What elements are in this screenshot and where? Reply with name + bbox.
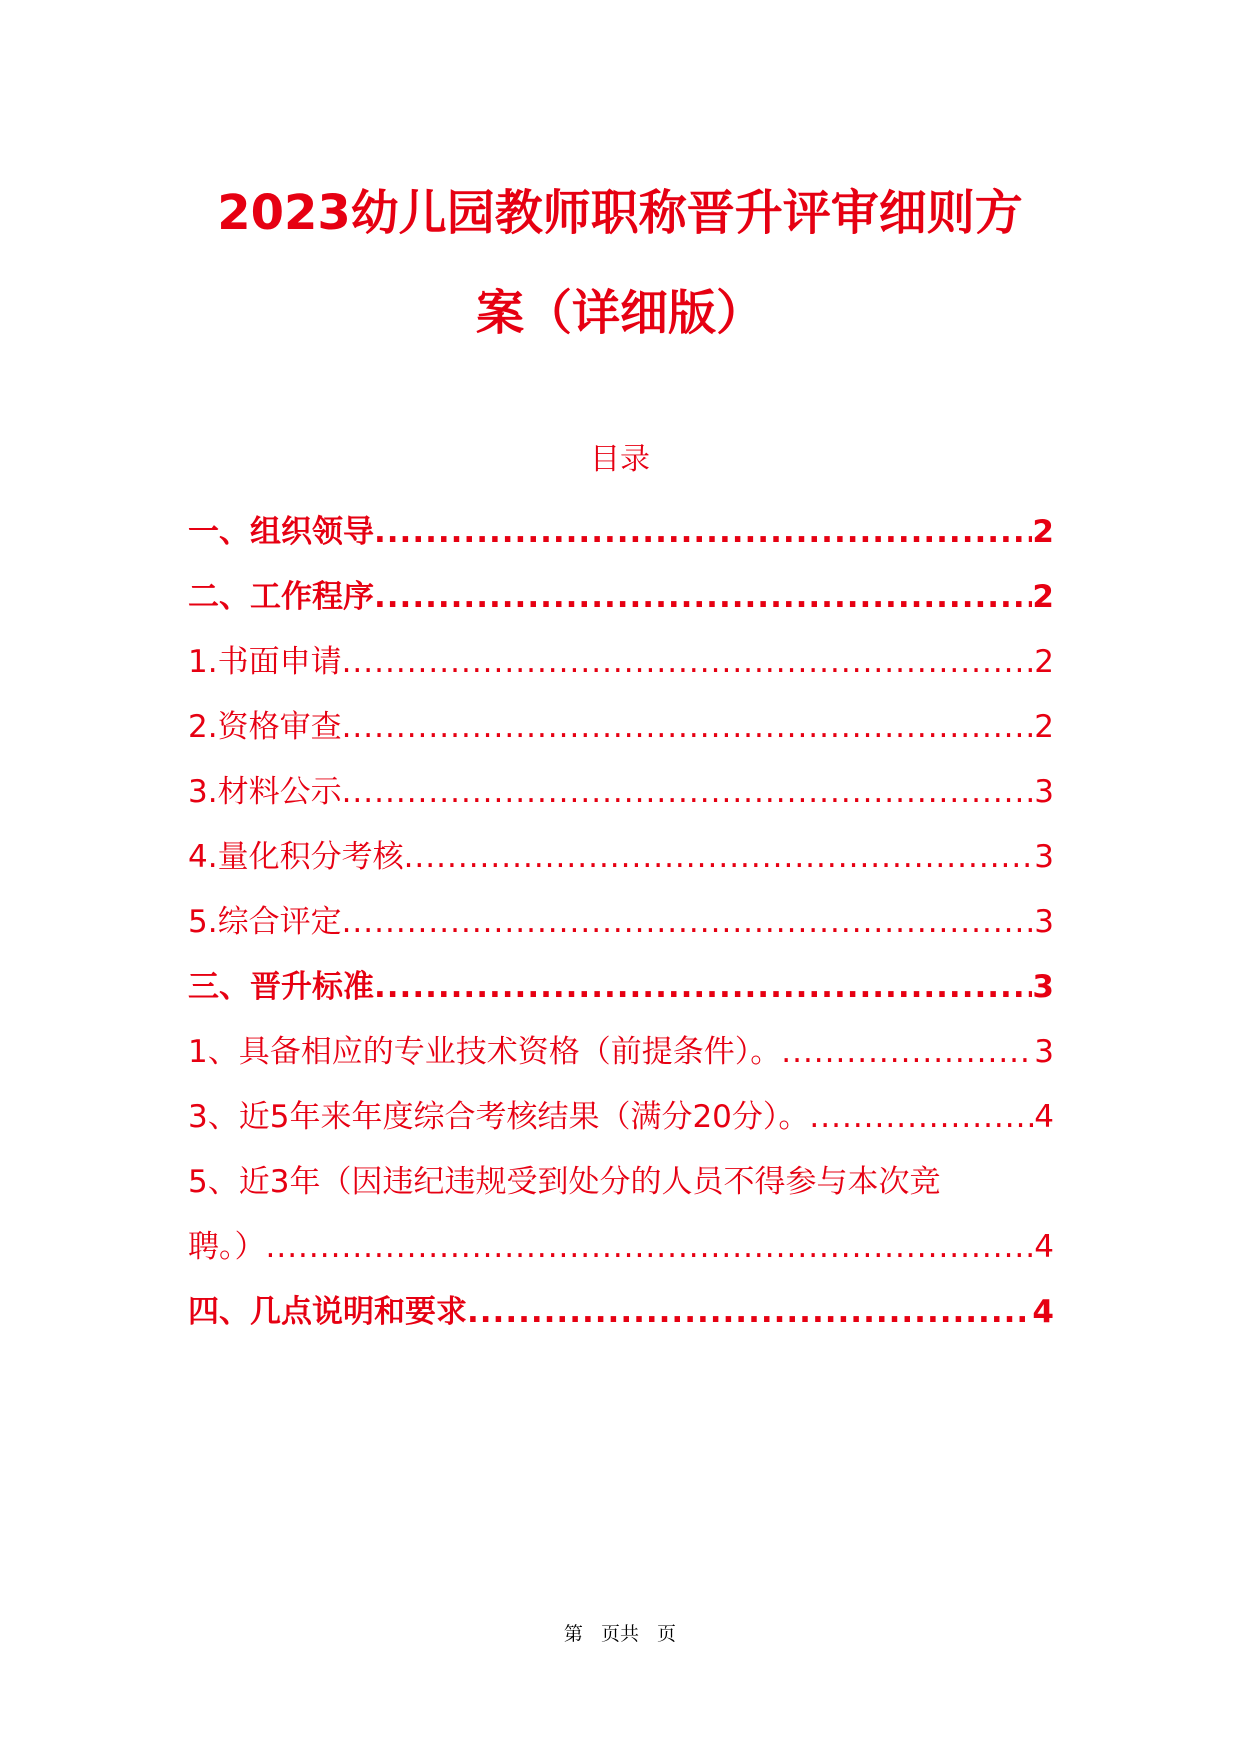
toc-dot-leader bbox=[342, 760, 1035, 825]
footer-page-suffix: 页 bbox=[657, 1623, 677, 1645]
toc-entry-label-line-1: 5、近3年（因违纪违规受到处分的人员不得参与本次竞 bbox=[188, 1164, 941, 1200]
footer-page-middle: 页共 bbox=[600, 1623, 639, 1645]
document-title-line-2: 案（详细版） bbox=[475, 285, 764, 341]
toc-entry-label: 1.书面申请 bbox=[188, 644, 342, 680]
page-footer bbox=[0, 1621, 1240, 1647]
toc-entry-label: 三、晋升标准 bbox=[188, 969, 374, 1005]
toc-entry-label: 四、几点说明和要求 bbox=[188, 1294, 467, 1330]
toc-page-number: 4 bbox=[1034, 1229, 1054, 1265]
toc-entry-label: 一、组织领导 bbox=[188, 514, 374, 550]
toc-entry-notes-and-requirements[interactable] bbox=[188, 1280, 1054, 1345]
toc-entry-professional-qualification[interactable] bbox=[188, 1020, 1054, 1085]
toc-entry-label: 5.综合评定 bbox=[188, 904, 342, 940]
table-of-contents bbox=[188, 500, 1054, 1345]
toc-entry-label: 3、近5年来年度综合考核结果（满分20分）。 bbox=[188, 1099, 810, 1135]
toc-dot-leader bbox=[342, 890, 1035, 955]
toc-dot-leader bbox=[809, 1085, 1034, 1150]
toc-entry-quantitative-assessment[interactable] bbox=[188, 825, 1054, 890]
toc-dot-leader bbox=[374, 565, 1032, 630]
toc-entry-comprehensive-evaluation[interactable] bbox=[188, 890, 1054, 955]
toc-entry-label: 3.材料公示 bbox=[188, 774, 342, 810]
document-title-line-1: 2023幼儿园教师职称晋升评审细则方 bbox=[217, 185, 1023, 241]
toc-entry-disciplinary-exclusion[interactable] bbox=[188, 1150, 1054, 1280]
toc-entry-label: 二、工作程序 bbox=[188, 579, 374, 615]
toc-dot-leader bbox=[467, 1280, 1032, 1345]
toc-page-number: 3 bbox=[1032, 969, 1054, 1005]
toc-entry-promotion-standards[interactable] bbox=[188, 955, 1054, 1020]
toc-page-number: 3 bbox=[1034, 839, 1054, 875]
toc-dot-leader bbox=[404, 825, 1035, 890]
toc-page-number: 2 bbox=[1034, 644, 1054, 680]
toc-entry-organization-leadership[interactable] bbox=[188, 500, 1054, 565]
toc-dot-leader bbox=[374, 955, 1032, 1020]
toc-entry-label: 4.量化积分考核 bbox=[188, 839, 404, 875]
toc-entry-qualification-review[interactable] bbox=[188, 695, 1054, 760]
toc-page-number: 3 bbox=[1034, 774, 1054, 810]
toc-page-number: 3 bbox=[1034, 1034, 1054, 1070]
toc-entry-material-publicity[interactable] bbox=[188, 760, 1054, 825]
toc-page-number: 3 bbox=[1034, 904, 1054, 940]
toc-dot-leader bbox=[342, 630, 1035, 695]
toc-dot-leader bbox=[374, 500, 1032, 565]
toc-page-number: 4 bbox=[1032, 1294, 1054, 1330]
toc-entry-annual-assessment[interactable] bbox=[188, 1085, 1054, 1150]
toc-page-number: 2 bbox=[1032, 514, 1054, 550]
toc-dot-leader bbox=[781, 1020, 1034, 1085]
toc-entry-label-line-2: 聘。） bbox=[188, 1229, 266, 1265]
toc-entry-written-application[interactable] bbox=[188, 630, 1054, 695]
toc-page-number: 2 bbox=[1034, 709, 1054, 745]
toc-heading: 目录 bbox=[590, 442, 650, 477]
toc-dot-leader bbox=[266, 1215, 1035, 1280]
toc-entry-label: 2.资格审查 bbox=[188, 709, 342, 745]
toc-page-number: 2 bbox=[1032, 579, 1054, 615]
toc-entry-work-procedure[interactable] bbox=[188, 565, 1054, 630]
toc-dot-leader bbox=[342, 695, 1035, 760]
toc-page-number: 4 bbox=[1034, 1099, 1054, 1135]
footer-page-prefix: 第 bbox=[563, 1623, 583, 1645]
toc-entry-label: 1、具备相应的专业技术资格（前提条件）。 bbox=[188, 1034, 782, 1070]
